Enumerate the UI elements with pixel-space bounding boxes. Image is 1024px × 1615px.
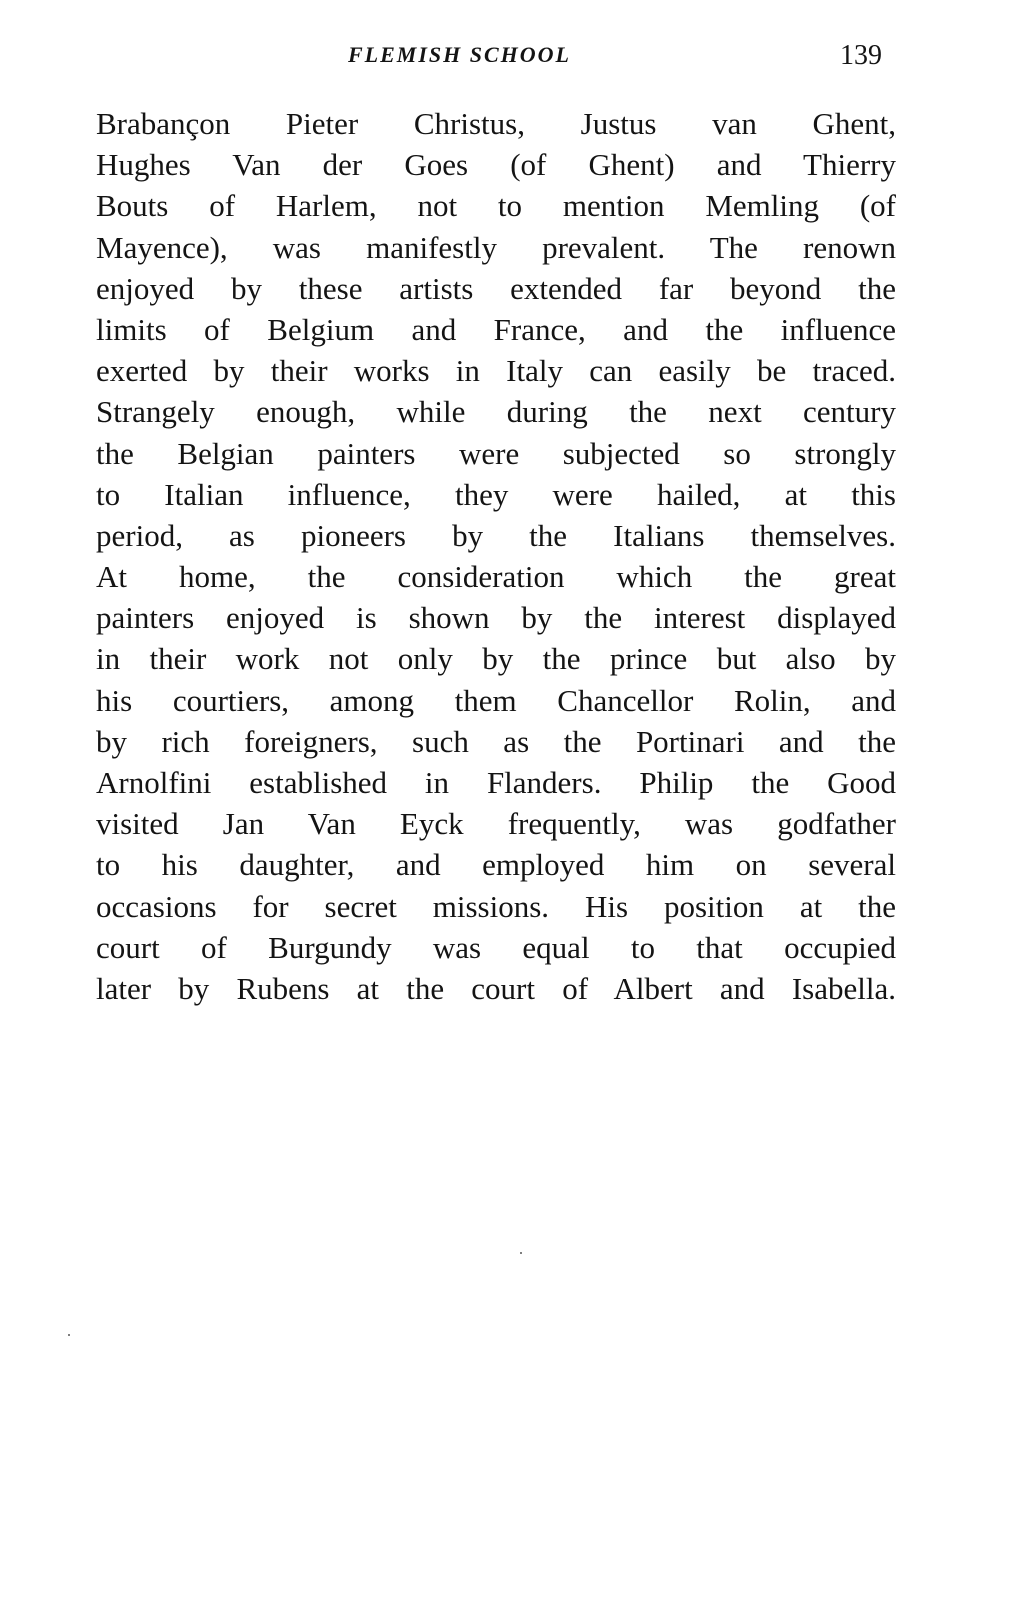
text-line: Arnolfini established in Flanders. Philip the Good (96, 765, 896, 800)
text-line: his courtiers, among them Chancellor Rolin, and (96, 682, 896, 718)
page-number: 139 (840, 40, 882, 71)
text-line: the Belgian painters were subjected so strongly (96, 435, 896, 471)
body-text (96, 103, 896, 1009)
text-line: occasions for secret missions. His position at the (96, 888, 896, 924)
text-line: in their work not only by the prince but also by (96, 641, 896, 677)
text-line: to Italian influence, they were hailed, at this (96, 476, 896, 512)
scan-speck (68, 1334, 70, 1336)
text-line: Mayence), was manifestly prevalent. The renown (96, 229, 896, 265)
text-line: exerted by their works in Italy can easily be traced. (96, 353, 896, 389)
running-head (0, 38, 1024, 78)
text-line: Strangely enough, while during the next century (96, 394, 896, 430)
text-line: court of Burgundy was equal to that occupied (96, 929, 896, 965)
text-line: to his daughter, and employed him on several (96, 847, 896, 883)
running-title: FLEMISH SCHOOL (348, 42, 571, 67)
text-line: painters enjoyed is shown by the interest displayed (96, 600, 896, 636)
text-line: later by Rubens at the court of Albert and Isabella. (96, 970, 896, 1006)
text-line: Brabançon Pieter Christus, Justus van Ghent, (96, 106, 896, 141)
text-line: Hughes Van der Goes (of Ghent) and Thierry (96, 147, 896, 183)
text-line: limits of Belgium and France, and the influence (96, 311, 896, 347)
text-line: enjoyed by these artists extended far beyond the (96, 270, 896, 306)
scan-speck (520, 1252, 522, 1254)
text-line: Bouts of Harlem, not to mention Memling (of (96, 188, 896, 224)
text-line: period, as pioneers by the Italians themselves. (96, 517, 896, 553)
text-line: At home, the consideration which the great (96, 559, 896, 595)
text-line: by rich foreigners, such as the Portinari and the (96, 723, 896, 759)
text-line: visited Jan Van Eyck frequently, was godfather (96, 806, 896, 842)
